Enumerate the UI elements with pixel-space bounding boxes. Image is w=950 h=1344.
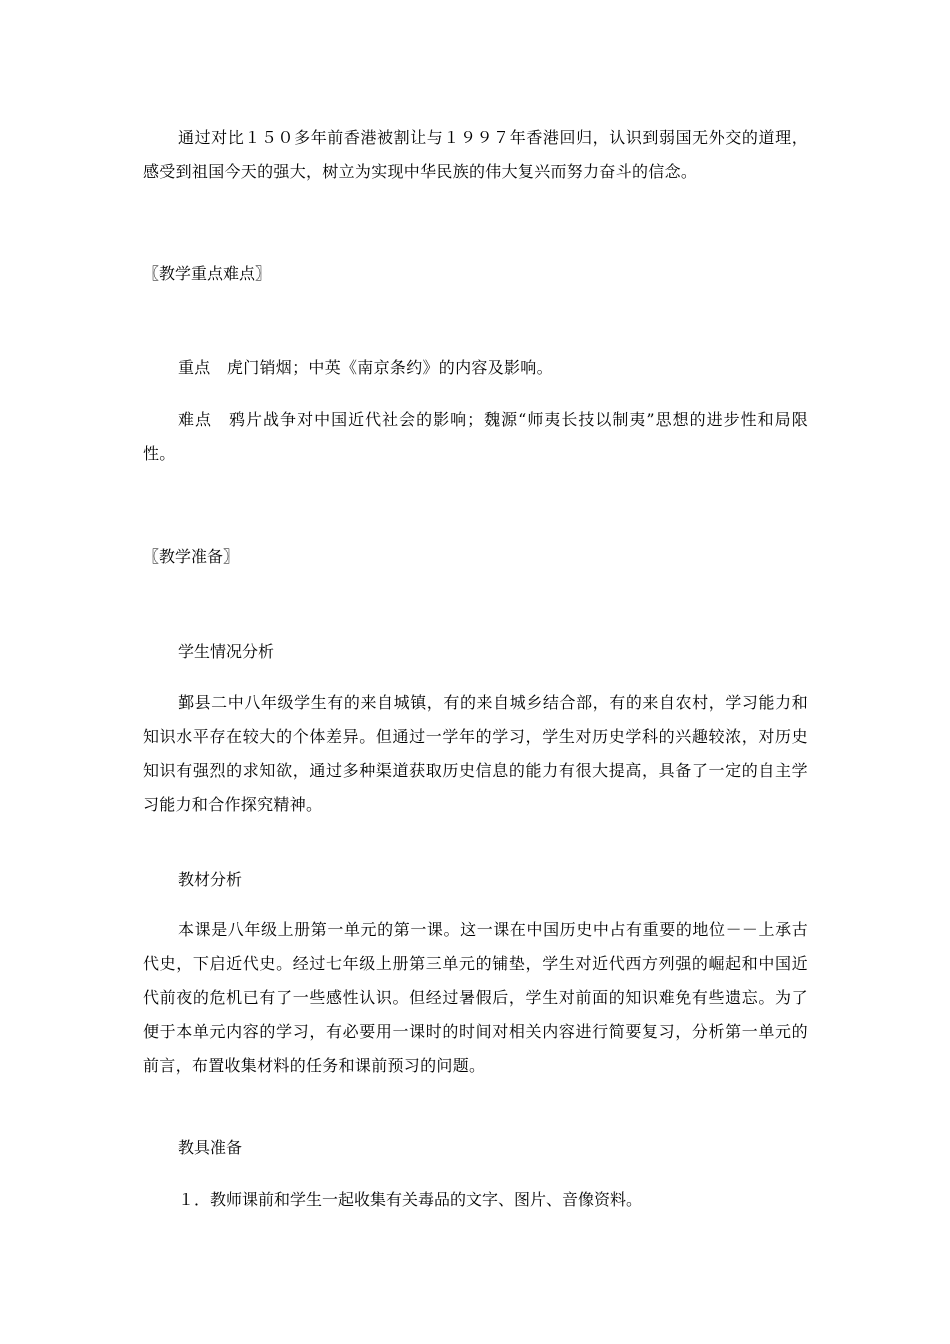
intro-paragraph: 通过对比１５０多年前香港被割让与１９９７年香港回归，认识到弱国无外交的道理，感受到祖国今天的强大，树立为实现中华民族的伟大复兴而努力奋斗的信念。	[143, 128, 808, 181]
student-analysis-title: 学生情况分析	[178, 642, 275, 661]
tools-title: 教具准备	[178, 1138, 243, 1157]
prep-heading: 〖教学准备〗	[143, 547, 240, 566]
tools-item-1: １．教师课前和学生一起收集有关毒品的文字、图片、音像资料。	[178, 1190, 643, 1209]
focus-paragraph: 重点 虎门销烟；中英《南京条约》的内容及影响。	[178, 358, 553, 377]
material-analysis-title: 教材分析	[178, 870, 243, 889]
material-analysis-paragraph: 本课是八年级上册第一单元的第一课。这一课在中国历史中占有重要的地位－－上承古代史，下启近代史。经过七年级上册第三单元的铺垫，学生对近代西方列强的崛起和中国近代前夜的危机已有了一些感性认识。但经过暑假后，学生对前面的知识难免有些遗忘。为了便于本单元内容的学习，有必要用一课时的时间对相关内容进行简要复习，分析第一单元的前言，布置收集材料的任务和课前预习的问题。	[143, 920, 808, 1075]
student-analysis-paragraph: 鄞县二中八年级学生有的来自城镇，有的来自城乡结合部，有的来自农村，学习能力和知识水平存在较大的个体差异。但通过一学年的学习，学生对历史学科的兴趣较浓，对历史知识有强烈的求知欲，通过多种渠道获取历史信息的能力有很大提高，具备了一定的自主学习能力和合作探究精神。	[143, 693, 808, 814]
keypoints-heading: 〖教学重点难点〗	[143, 264, 272, 283]
difficulty-paragraph: 难点 鸦片战争对中国近代社会的影响；魏源“师夷长技以制夷”思想的进步性和局限性。	[143, 410, 808, 463]
